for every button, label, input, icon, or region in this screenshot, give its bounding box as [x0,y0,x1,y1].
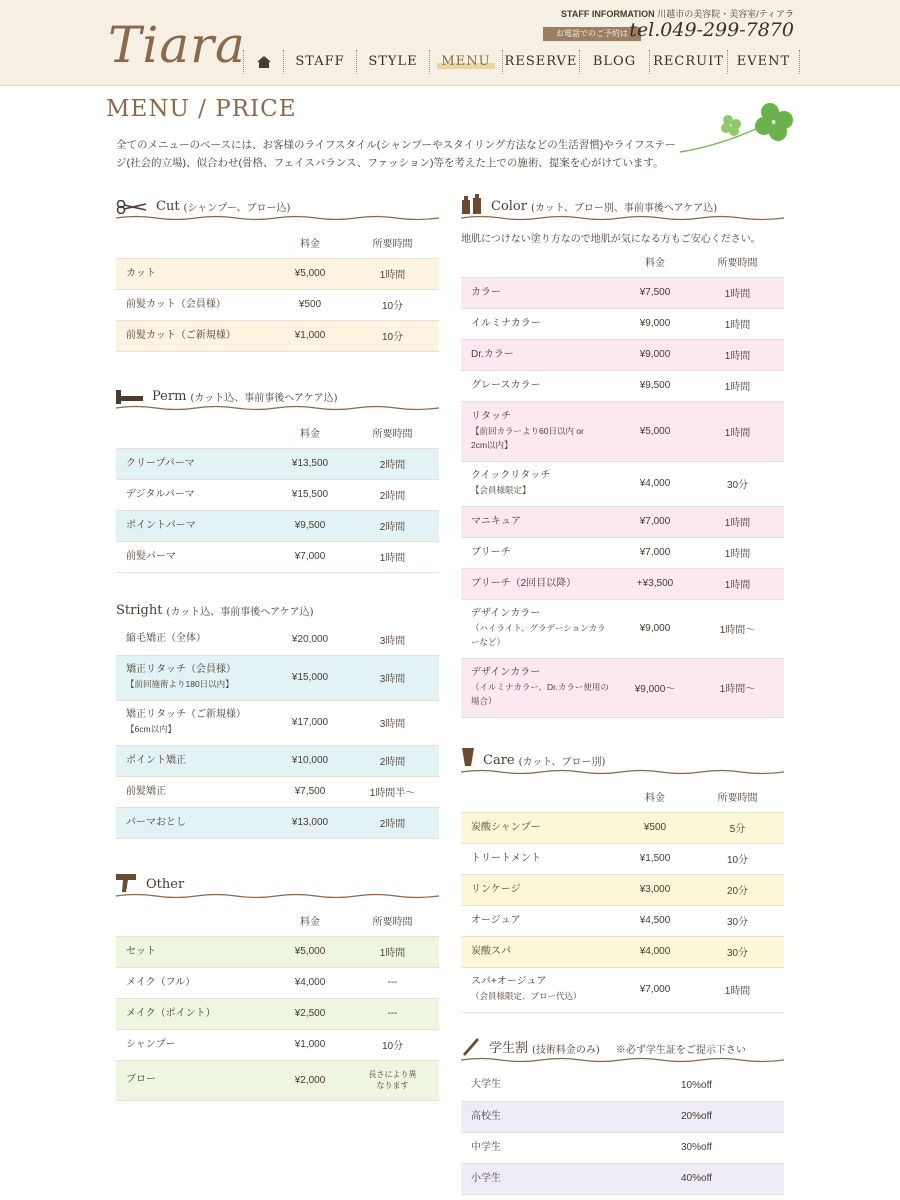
table-row: 矯正リタッチ（会員様） 【前回施術より180日以内】 ¥15,000 3時間 [116,655,439,700]
table-row: 大学生 10%off [461,1070,784,1101]
table-row: デジタルパーマ ¥15,500 2時間 [116,479,439,510]
student-heading: 学生割 (技術料金のみ) ※必ず学生証をご提示下さい [461,1028,784,1056]
cut-heading: Cut (シャンプー、ブロー込) [116,186,439,214]
care-tube-icon [461,748,475,768]
phone-reservation-tag: お電話でのご予約は [543,27,641,41]
color-bottle-icon [461,194,483,214]
nav-blog[interactable]: BLOG [579,50,649,74]
table-row: クリープパーマ ¥13,500 2時間 [116,448,439,479]
table-row: 前髪矯正 ¥7,500 1時間半〜 [116,776,439,807]
stright-table [116,624,439,839]
clover-icon [678,98,798,156]
care-table: 料金 所要時間 炭酸シャンプー ¥500 5分 トリートメント ¥1,500 10分 リンケージ ¥3,000 20分 オージュア ¥4,500 30分 炭酸スパ ¥4,000 30分 スパ+オージュア （会員様限定、ブロー代込） ¥7,000 1時間 [461,782,784,1013]
nav-style[interactable]: STYLE [356,50,429,74]
table-row: ポイント矯正 ¥10,000 2時間 [116,745,439,776]
table-row: 高校生 20%off [461,1101,784,1132]
table-row: 矯正リタッチ（ご新規様） 【6cm以内】 ¥17,000 3時間 [116,700,439,745]
table-row: Dr.カラー ¥9,000 1時間 [461,339,784,370]
site-header [0,0,900,86]
table-row: ブロー ¥2,000 長さにより異なります [116,1060,439,1100]
care-heading: Care (カット、ブロー別) [461,740,784,768]
table-row: リンケージ ¥3,000 20分 [461,874,784,905]
table-row: グレースカラー ¥9,500 1時間 [461,370,784,401]
perm-table: 料金 所要時間 クリープパーマ ¥13,500 2時間 デジタルパーマ ¥15,500 2時間 ポイントパーマ ¥9,500 2時間 前髪パーマ ¥7,000 1時間 [116,418,439,573]
section-stright [116,596,439,839]
color-table: 料金 所要時間 カラー ¥7,500 1時間 イルミナカラー ¥9,000 1時間 Dr.カラー ¥9,000 1時間 グレースカラー ¥9,500 1時間 リタッチ 【前回カラーより60日以内 or 2cm以内】 ¥5,000 1時間 クイックリタッチ 【会員様限定】 ¥4,000 30分 マニキュア ¥7,000 1時間 ブリーチ ¥7,000 1時間 ブリーチ（2回目以降） +¥3,500 1時間 デザインカラー （ハイライト、グラデーションカラーなど） ¥9,000 1時間〜 デザインカラー （イルミナカラー、Dr.カラー使用の場合） ¥9,000〜 1時間〜 [461,247,784,718]
section-student [461,1028,784,1195]
table-row: 前髪パーマ ¥7,000 1時間 [116,541,439,572]
section-divider [116,214,439,222]
nav-recruit[interactable]: RECRUIT [649,50,727,74]
table-row: デザインカラー （イルミナカラー、Dr.カラー使用の場合） ¥9,000〜 1時間〜 [461,658,784,717]
phone-number[interactable]: tel.049-299-7870 [629,19,794,41]
scissors-icon [116,200,148,214]
stright-heading: Stright (カット込、事前事後ヘアケア込) [116,603,314,618]
nav-staff[interactable]: STAFF [283,50,356,74]
section-color [461,186,784,718]
table-row: 前髪カット（会員様） ¥500 10分 [116,289,439,320]
main-nav [243,50,800,74]
table-row: シャンプー ¥1,000 10分 [116,1029,439,1060]
table-row: オージュア ¥4,500 30分 [461,905,784,936]
table-row: カット ¥5,000 1時間 [116,258,439,289]
site-logo[interactable]: Tiara [108,16,246,74]
student-table [461,1070,784,1195]
table-row: ポイントパーマ ¥9,500 2時間 [116,510,439,541]
section-divider [461,214,784,222]
section-divider [461,768,784,776]
curling-iron-icon [116,388,144,404]
table-row: メイク（ポイント） ¥2,500 --- [116,998,439,1029]
other-table: 料金 所要時間 セット ¥5,000 1時間 メイク（フル） ¥4,000 --- メイク（ポイント） ¥2,500 --- シャンプー ¥1,000 10分 ブロー ¥2,000 長さにより異なります [116,906,439,1101]
table-row: メイク（フル） ¥4,000 --- [116,967,439,998]
page-title: MENU / PRICE [106,96,297,122]
section-cut [116,186,439,352]
nav-event[interactable]: EVENT [727,50,800,74]
section-divider [116,892,439,900]
table-row: 炭酸スパ ¥4,000 30分 [461,936,784,967]
perm-heading: Perm (カット込、事前事後ヘアケア込) [116,376,439,404]
table-row: マニキュア ¥7,000 1時間 [461,506,784,537]
nav-reserve[interactable]: RESERVE [502,50,579,74]
pen-icon [461,1036,481,1056]
table-row: 小学生 40%off [461,1163,784,1194]
section-other [116,864,439,1101]
nav-menu[interactable]: MENU [429,50,502,74]
color-heading: Color (カット、ブロー別、事前事後ヘアケア込) [461,186,784,214]
table-row: デザインカラー （ハイライト、グラデーションカラーなど） ¥9,000 1時間〜 [461,599,784,658]
table-row: 中学生 30%off [461,1132,784,1163]
table-row: クイックリタッチ 【会員様限定】 ¥4,000 30分 [461,461,784,506]
staff-info-label[interactable]: STAFF INFORMATION [561,9,655,19]
hair-dryer-icon [116,872,138,892]
section-divider [461,1056,784,1064]
table-row: ブリーチ（2回目以降） +¥3,500 1時間 [461,568,784,599]
table-row: スパ+オージュア （会員様限定、ブロー代込） ¥7,000 1時間 [461,967,784,1012]
table-row: ブリーチ ¥7,000 1時間 [461,537,784,568]
cut-table: 料金 所要時間 カット ¥5,000 1時間 前髪カット（会員様） ¥500 10分 前髪カット（ご新規様） ¥1,000 10分 [116,228,439,352]
table-row: 縮毛矯正（全体） ¥20,000 3時間 [116,624,439,655]
section-perm [116,376,439,573]
section-divider [116,404,439,412]
nav-home[interactable] [243,50,283,74]
color-note: 地肌につけない塗り方なので地肌が気になる方もご安心ください。 [461,234,761,245]
table-row: リタッチ 【前回カラーより60日以内 or 2cm以内】 ¥5,000 1時間 [461,401,784,461]
other-heading: Other [116,864,439,892]
table-row: トリートメント ¥1,500 10分 [461,843,784,874]
table-row: 炭酸シャンプー ¥500 5分 [461,812,784,843]
table-row: セット ¥5,000 1時間 [116,936,439,967]
home-icon [257,56,271,68]
intro-text: 全てのメニューのベースには、お客様のライフスタイル(シャンプーやスタイリング方法などの生活習慣)やライフステージ(社会的立場)、似合わせ(骨格、フェイスバランス、ファッション)等を考えた上での施術、提案を心がけています。 [116,139,676,169]
table-row: カラー ¥7,500 1時間 [461,277,784,308]
staff-info-desc: 川越市の美容院・美容室/ティアラ [657,9,794,19]
table-row: イルミナカラー ¥9,000 1時間 [461,308,784,339]
table-row: 前髪カット（ご新規様） ¥1,000 10分 [116,320,439,351]
table-row: パーマおとし ¥13,000 2時間 [116,807,439,838]
section-care [461,740,784,1013]
